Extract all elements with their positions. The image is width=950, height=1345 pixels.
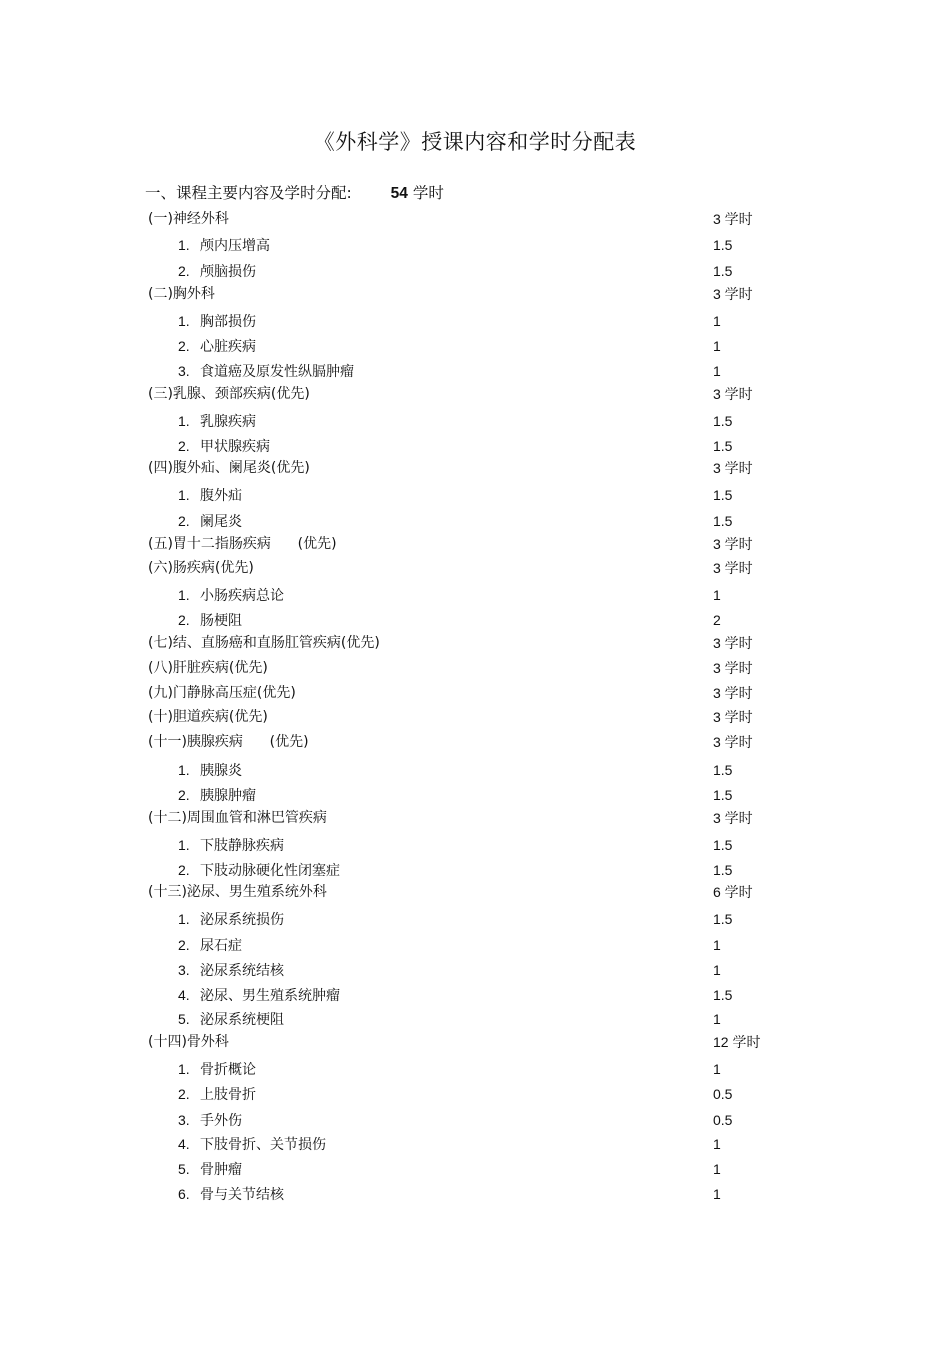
- topic-row: [0, 935, 950, 955]
- hours-value: 3 学时: [713, 211, 753, 227]
- topic-label: 胰腺炎: [200, 763, 242, 779]
- category-row: [0, 683, 950, 703]
- hours-value: 3 学时: [713, 560, 753, 576]
- category-name: (三)乳腺、颈部疾病(优先): [148, 386, 310, 402]
- topic-name: [178, 436, 270, 457]
- section-heading: [145, 181, 444, 203]
- hours-value: 3 学时: [713, 685, 753, 701]
- topic-name: [178, 835, 284, 856]
- category-name: (一)神经外科: [148, 211, 229, 227]
- hours-value: 1.5: [713, 837, 733, 853]
- category-row: [0, 633, 950, 653]
- topic-name: [178, 785, 256, 806]
- topic-label: 上肢骨折: [200, 1087, 256, 1103]
- topic-number: 1.: [178, 837, 190, 853]
- topic-label: 胸部损伤: [200, 314, 256, 330]
- hours-value: 1.5: [713, 487, 733, 503]
- topic-number: 1.: [178, 413, 190, 429]
- category-row: [0, 732, 950, 752]
- hours-value: 3 学时: [713, 386, 753, 402]
- topic-name: [178, 760, 242, 781]
- topic-number: 2.: [178, 438, 190, 454]
- hours-value: 1.5: [713, 263, 733, 279]
- topic-label: 骨折概论: [200, 1062, 256, 1078]
- category-row: [0, 808, 950, 828]
- hours-value: 3 学时: [713, 709, 753, 725]
- category-name: (九)门静脉高压症(优先): [148, 685, 296, 701]
- category-name: (十一)胰腺疾病 (优先): [148, 734, 309, 750]
- topic-number: 2.: [178, 1086, 190, 1102]
- total-hours-unit: 学时: [412, 184, 444, 202]
- topic-name: [178, 960, 284, 981]
- topic-number: 1.: [178, 237, 190, 253]
- hours-value: 1.5: [713, 787, 733, 803]
- topic-name: [178, 860, 340, 881]
- hours-value: 1: [713, 1061, 721, 1077]
- topic-number: 2.: [178, 787, 190, 803]
- category-name: (十三)泌尿、男生殖系统外科: [148, 884, 327, 900]
- hours-value: 1.5: [713, 762, 733, 778]
- topic-row: [0, 436, 950, 456]
- topic-number: 5.: [178, 1011, 190, 1027]
- topic-row: [0, 336, 950, 356]
- hours-value: 3 学时: [713, 536, 753, 552]
- topic-name: [178, 1009, 284, 1030]
- topic-label: 泌尿系统结核: [200, 963, 284, 979]
- category-name: (十四)骨外科: [148, 1034, 229, 1050]
- category-row: [0, 384, 950, 404]
- hours-value: 0.5: [713, 1086, 733, 1102]
- topic-label: 食道癌及原发性纵膈肿瘤: [200, 364, 354, 380]
- hours-value: 1.5: [713, 862, 733, 878]
- topic-number: 1.: [178, 313, 190, 329]
- topic-row: [0, 785, 950, 805]
- category-name: (十)胆道疾病(优先): [148, 709, 268, 725]
- topic-name: [178, 935, 242, 956]
- total-hours-value: 54: [390, 185, 408, 202]
- topic-number: 2.: [178, 338, 190, 354]
- topic-number: 2.: [178, 263, 190, 279]
- topic-name: [178, 1134, 326, 1155]
- topic-row: [0, 860, 950, 880]
- topic-number: 5.: [178, 1161, 190, 1177]
- topic-row: [0, 610, 950, 630]
- category-name: (四)腹外疝、阑尾炎(优先): [148, 460, 310, 476]
- topic-row: [0, 835, 950, 855]
- hours-value: 3 学时: [713, 286, 753, 302]
- hours-value: 1: [713, 363, 721, 379]
- topic-row: [0, 960, 950, 980]
- topic-row: [0, 1134, 950, 1154]
- topic-number: 2.: [178, 612, 190, 628]
- hours-value: 1.5: [713, 413, 733, 429]
- hours-value: 1: [713, 962, 721, 978]
- topic-row: [0, 1110, 950, 1130]
- category-name: (二)胸外科: [148, 286, 215, 302]
- hours-value: 1.5: [713, 513, 733, 529]
- topic-number: 1.: [178, 911, 190, 927]
- topic-row: [0, 1084, 950, 1104]
- topic-number: 1.: [178, 762, 190, 778]
- topic-row: [0, 1059, 950, 1079]
- hours-value: 1.5: [713, 911, 733, 927]
- hours-value: 1.5: [713, 237, 733, 253]
- category-row: [0, 534, 950, 554]
- topic-name: [178, 1184, 284, 1205]
- topic-label: 甲状腺疾病: [200, 439, 270, 455]
- topic-label: 骨肿瘤: [200, 1162, 242, 1178]
- topic-number: 4.: [178, 987, 190, 1003]
- hours-value: 1: [713, 1136, 721, 1152]
- category-row: [0, 284, 950, 304]
- topic-name: [178, 1110, 242, 1131]
- category-name: (七)结、直肠癌和直肠肛管疾病(优先): [148, 635, 380, 651]
- hours-value: 1: [713, 313, 721, 329]
- topic-number: 4.: [178, 1136, 190, 1152]
- category-row: [0, 458, 950, 478]
- hours-value: 0.5: [713, 1112, 733, 1128]
- category-row: [0, 1032, 950, 1052]
- topic-name: [178, 361, 354, 382]
- hours-value: 2: [713, 612, 721, 628]
- hours-value: 1: [713, 1011, 721, 1027]
- category-name: (八)肝脏疾病(优先): [148, 660, 268, 676]
- topic-name: [178, 1059, 256, 1080]
- topic-label: 乳腺疾病: [200, 414, 256, 430]
- topic-row: [0, 1009, 950, 1029]
- topic-row: [0, 985, 950, 1005]
- category-name: (十二)周围血管和淋巴管疾病: [148, 810, 327, 826]
- topic-label: 下肢静脉疾病: [200, 838, 284, 854]
- section-heading-text: 一、课程主要内容及学时分配:: [145, 184, 352, 202]
- topic-row: [0, 235, 950, 255]
- topic-name: [178, 909, 284, 930]
- topic-number: 1.: [178, 587, 190, 603]
- topic-label: 胰腺肿瘤: [200, 788, 256, 804]
- topic-label: 下肢动脉硬化性闭塞症: [200, 863, 340, 879]
- topic-number: 3.: [178, 363, 190, 379]
- category-row: [0, 707, 950, 727]
- topic-label: 阑尾炎: [200, 514, 242, 530]
- topic-label: 泌尿系统损伤: [200, 912, 284, 928]
- topic-row: [0, 411, 950, 431]
- topic-number: 2.: [178, 513, 190, 529]
- topic-row: [0, 261, 950, 281]
- page-title: 《外科学》授课内容和学时分配表: [313, 130, 637, 154]
- topic-row: [0, 511, 950, 531]
- topic-label: 骨与关节结核: [200, 1187, 284, 1203]
- topic-name: [178, 336, 256, 357]
- topic-name: [178, 511, 242, 532]
- topic-number: 3.: [178, 962, 190, 978]
- topic-number: 1.: [178, 1061, 190, 1077]
- topic-number: 3.: [178, 1112, 190, 1128]
- hours-value: 3 学时: [713, 734, 753, 750]
- topic-name: [178, 1159, 242, 1180]
- hours-value: 1: [713, 1161, 721, 1177]
- hours-value: 1: [713, 937, 721, 953]
- category-name: (五)胃十二指肠疾病 (优先): [148, 536, 337, 552]
- hours-value: 3 学时: [713, 460, 753, 476]
- topic-name: [178, 610, 242, 631]
- topic-name: [178, 985, 340, 1006]
- topic-row: [0, 760, 950, 780]
- topic-number: 6.: [178, 1186, 190, 1202]
- hours-value: 1: [713, 338, 721, 354]
- topic-label: 手外伤: [200, 1113, 242, 1129]
- topic-label: 泌尿系统梗阻: [200, 1012, 284, 1028]
- category-row: [0, 558, 950, 578]
- hours-value: 1.5: [713, 438, 733, 454]
- topic-label: 泌尿、男生殖系统肿瘤: [200, 988, 340, 1004]
- topic-number: 1.: [178, 487, 190, 503]
- topic-row: [0, 361, 950, 381]
- topic-name: [178, 1084, 256, 1105]
- topic-row: [0, 485, 950, 505]
- topic-label: 颅内压增高: [200, 238, 270, 254]
- topic-name: [178, 411, 256, 432]
- topic-name: [178, 585, 284, 606]
- topic-label: 颅脑损伤: [200, 264, 256, 280]
- hours-value: 1: [713, 1186, 721, 1202]
- topic-name: [178, 311, 256, 332]
- category-row: [0, 882, 950, 902]
- hours-value: 3 学时: [713, 635, 753, 651]
- category-row: [0, 658, 950, 678]
- topic-label: 下肢骨折、关节损伤: [200, 1137, 326, 1153]
- hours-value: 1: [713, 587, 721, 603]
- total-hours: [391, 184, 444, 202]
- topic-row: [0, 1184, 950, 1204]
- hours-value: 12 学时: [713, 1034, 761, 1050]
- hours-value: 6 学时: [713, 884, 753, 900]
- hours-value: 3 学时: [713, 810, 753, 826]
- topic-label: 尿石症: [200, 938, 242, 954]
- topic-number: 2.: [178, 862, 190, 878]
- topic-label: 心脏疾病: [200, 339, 256, 355]
- hours-value: 3 学时: [713, 660, 753, 676]
- category-name: (六)肠疾病(优先): [148, 560, 254, 576]
- category-row: [0, 209, 950, 229]
- topic-name: [178, 235, 270, 256]
- topic-name: [178, 485, 242, 506]
- topic-label: 腹外疝: [200, 488, 242, 504]
- topic-label: 肠梗阻: [200, 613, 242, 629]
- topic-name: [178, 261, 256, 282]
- topic-row: [0, 909, 950, 929]
- topic-label: 小肠疾病总论: [200, 588, 284, 604]
- topic-row: [0, 585, 950, 605]
- topic-number: 2.: [178, 937, 190, 953]
- topic-row: [0, 1159, 950, 1179]
- hours-value: 1.5: [713, 987, 733, 1003]
- topic-row: [0, 311, 950, 331]
